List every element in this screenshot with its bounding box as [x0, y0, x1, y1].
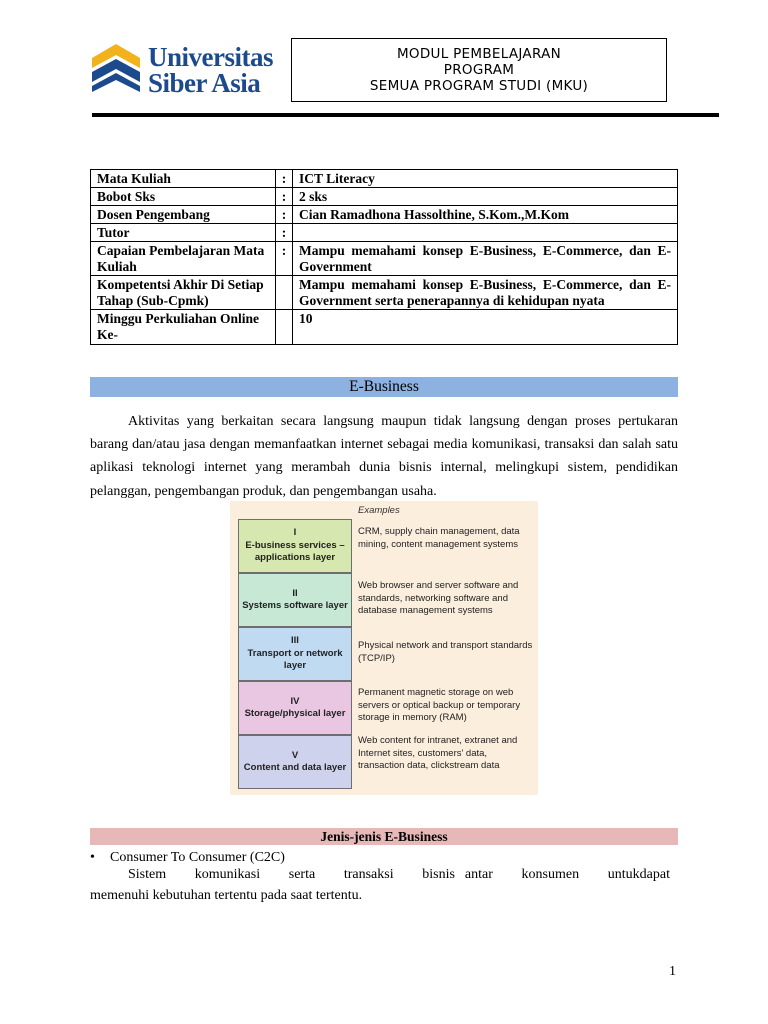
shield-logo-icon [90, 42, 142, 98]
layer-name: Storage/physical layer [244, 708, 346, 719]
layer-numeral: I [293, 527, 297, 539]
row-separator: : [276, 188, 293, 206]
row-separator: : [276, 206, 293, 224]
row-label: Dosen Pengembang [91, 206, 276, 224]
row-separator: : [276, 170, 293, 188]
table-row [91, 242, 678, 276]
word: bisnis [422, 867, 455, 882]
layer-numeral: II [292, 587, 298, 599]
layer-numeral: IV [290, 695, 300, 707]
table-row [91, 170, 678, 188]
table-row [91, 224, 678, 242]
layer-example: Physical network and transport standards (TCP/IP) [358, 640, 533, 664]
word-group [422, 864, 493, 885]
table-row [91, 188, 678, 206]
word: transaksi [343, 867, 394, 882]
row-separator [276, 310, 293, 345]
layer-name: Systems software layer [242, 600, 348, 611]
layer-box [238, 627, 352, 681]
row-value: ICT Literacy [293, 170, 678, 188]
row-separator: : [276, 224, 293, 242]
layer-box [238, 735, 352, 789]
row-label: Capaian Pembelajaran Mata Kuliah [91, 242, 276, 276]
layer-name: E-business services – applications layer [245, 539, 345, 564]
row-label: Tutor [91, 224, 276, 242]
logo-text-line2: Siber Asia [148, 68, 261, 98]
bullet-icon: • [90, 850, 95, 865]
subsection-heading: Jenis-jenis E-Business [90, 828, 678, 845]
layer-example: Web browser and server software and standards, networking software and database management systems [358, 580, 519, 616]
list-item-text: Consumer To Consumer (C2C) [110, 850, 285, 865]
module-title-box [291, 38, 667, 102]
layer-name: Transport or network layer [247, 647, 343, 672]
row-value: 2 sks [293, 188, 678, 206]
table-row [91, 276, 678, 310]
row-value: 10 [293, 310, 678, 345]
body-paragraph [90, 410, 678, 503]
course-info-table [90, 169, 678, 345]
row-separator: : [276, 242, 293, 276]
row-value: Mampu memahami konsep E-Business, E-Commerce, dan E-Government serta penerapannya di kehidupan nyata [293, 276, 678, 310]
section-heading: E-Business [90, 377, 678, 397]
body-line [90, 864, 678, 885]
ebusiness-layers-figure [230, 501, 538, 795]
table-row [91, 206, 678, 224]
row-value [293, 224, 678, 242]
module-title-line: SEMUA PROGRAM STUDI (MKU) [369, 78, 589, 94]
word: serta [288, 867, 316, 882]
row-label: Minggu Perkuliahan Online Ke- [91, 310, 276, 345]
word: konsumen [521, 867, 580, 882]
body-text [90, 864, 678, 906]
row-value: Mampu memahami konsep E-Business, E-Commerce, dan E-Government [293, 242, 678, 276]
layer-box [238, 573, 352, 627]
row-separator [276, 276, 293, 310]
examples-label: Examples [358, 505, 400, 516]
row-value: Cian Ramadhona Hassolthine, S.Kom.,M.Kom [293, 206, 678, 224]
row-label: Mata Kuliah [91, 170, 276, 188]
layer-name: Content and data layer [243, 762, 347, 773]
logo-text-line1: Universitas [148, 42, 273, 72]
table-row [91, 310, 678, 345]
layer-example: Permanent magnetic storage on web servers or optical backup or temporary storage in memory (RAM) [358, 687, 521, 723]
layer-numeral: III [291, 635, 299, 647]
layer-numeral: V [291, 749, 299, 761]
row-label: Kompetentsi Akhir Di Setiap Tahap (Sub-Cpmk) [91, 276, 276, 310]
header-rule [92, 113, 719, 117]
layer-box [238, 519, 352, 573]
module-title-line: MODUL PEMBELAJARAN [396, 46, 562, 62]
layer-example: Web content for intranet, extranet and Internet sites, customers' data, transaction data, clickstream data [358, 735, 518, 771]
body-line: memenuhi kebutuhan tertentu pada saat tertentu. [90, 888, 363, 903]
word: Sistem [128, 867, 167, 882]
word: antar [464, 867, 493, 882]
word: komunikasi [194, 867, 261, 882]
university-logo [90, 42, 280, 98]
layer-example: CRM, supply chain management, data mining, content management systems [358, 526, 520, 550]
layer-box [238, 681, 352, 735]
paragraph-text: Aktivitas yang berkaitan secara langsung maupun tidak langsung dengan proses pertukaran barang dan/atau jasa dengan memanfaatkan internet sebagai media komunikasi, transaksi dan salah satu aplikasi teknologi internet yang merambah dunia bisnis internal, melingkupi sistem, pendidikan pelanggan, pengembangan produk, dan pengembangan usaha. [90, 414, 678, 499]
row-label: Bobot Sks [91, 188, 276, 206]
module-title-line: PROGRAM [443, 62, 515, 78]
word: untukdapat [607, 867, 670, 882]
page-number: 1 [669, 964, 676, 979]
